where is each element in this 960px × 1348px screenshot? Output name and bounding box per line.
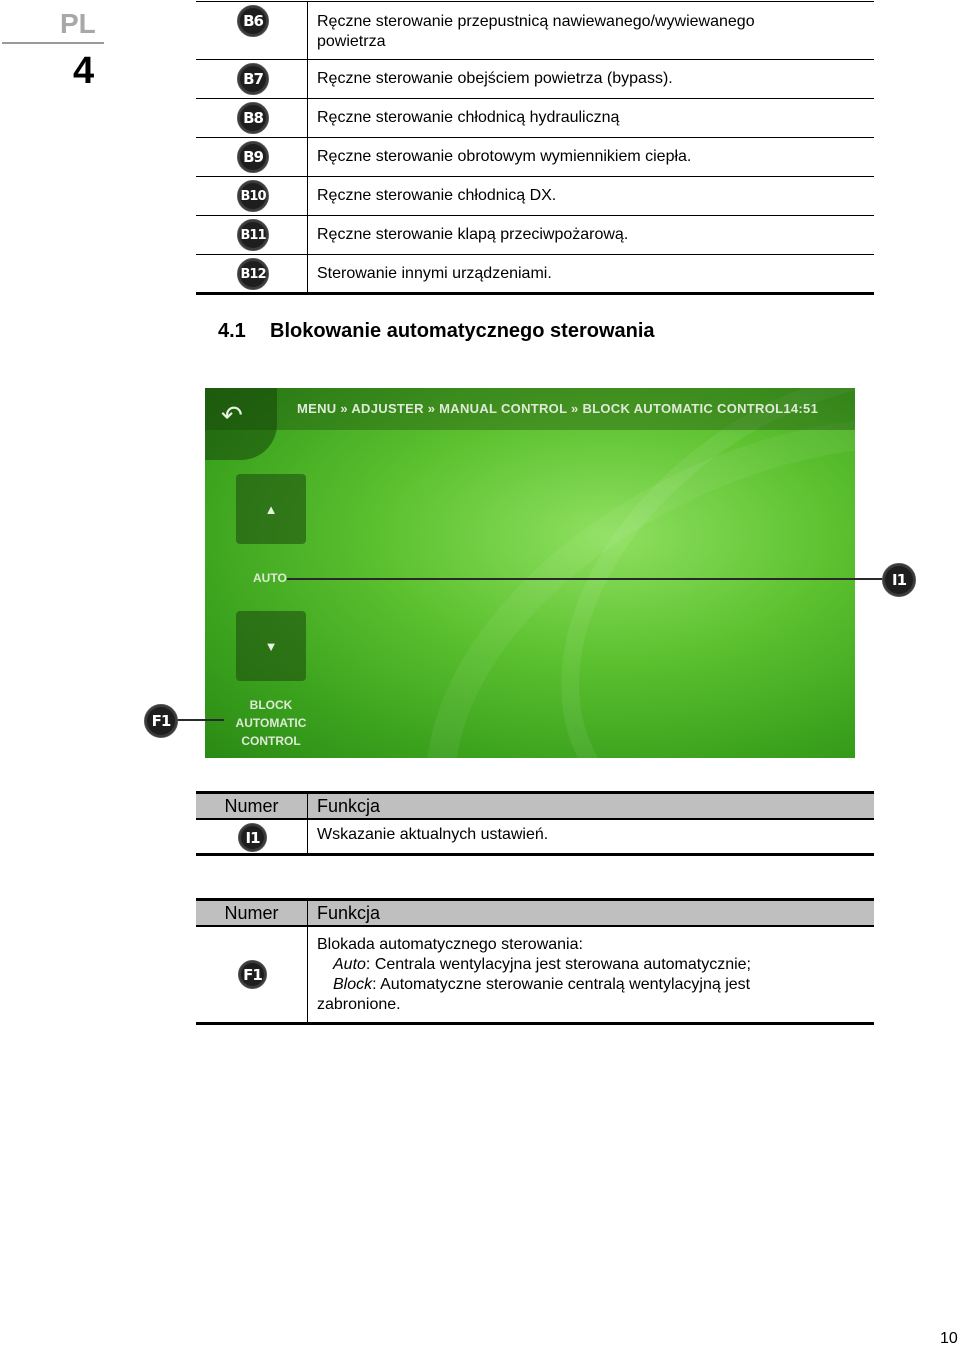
row-text: Blokada automatycznego sterowania: Auto: Centrala wentylacyjna jest sterowana automatycznie; Block: Automatyczne sterowanie centralą wentylacyjną jest zabronione. <box>317 936 751 1013</box>
back-button[interactable] <box>205 388 277 460</box>
header-function: Funkcja <box>317 796 381 816</box>
row-text: Sterowanie innymi urządzeniami. <box>317 265 552 282</box>
row-text: Ręczne sterowanie przepustnicą nawiewanego/wywiewanego powietrza <box>317 13 755 50</box>
table-row <box>196 1 874 59</box>
row-text: Ręczne sterowanie obejściem powietrza (bypass). <box>317 70 673 87</box>
b10-icon: B10 <box>237 180 269 212</box>
i1-callout-line <box>287 578 855 580</box>
table-row <box>196 254 874 293</box>
table-row <box>196 176 874 215</box>
b11-icon: B11 <box>237 219 269 251</box>
f1-callout-icon: F1 <box>144 704 178 738</box>
row-text: Ręczne sterowanie klapą przeciwpożarową. <box>317 226 629 243</box>
row-text: Ręczne sterowanie obrotowym wymiennikiem ciepła. <box>317 148 692 165</box>
table-row <box>196 820 874 856</box>
table-header <box>196 791 874 820</box>
i1-icon: I1 <box>238 823 267 852</box>
table-header <box>196 898 874 927</box>
header-function: Funkcja <box>317 903 381 923</box>
controller-screen <box>205 388 855 758</box>
f1-callout-line <box>174 719 224 721</box>
function-table <box>196 898 874 1025</box>
row-text: Wskazanie aktualnych ustawień. <box>317 826 549 843</box>
table-row <box>196 59 874 98</box>
language-tag: PL <box>60 8 96 39</box>
row-text: Ręczne sterowanie chłodnicą DX. <box>317 187 557 204</box>
up-arrow-icon: ▲ <box>264 501 278 517</box>
header-number: Numer <box>196 901 308 925</box>
header-divider <box>2 42 104 44</box>
table-row <box>196 137 874 176</box>
i1-callout-line <box>855 578 885 580</box>
row-text: Ręczne sterowanie chłodnicą hydrauliczną <box>317 109 620 126</box>
b9-icon: B9 <box>237 141 269 173</box>
f1-icon: F1 <box>238 960 267 989</box>
down-arrow-icon: ▼ <box>264 638 278 654</box>
page-number: 10 <box>940 1330 958 1347</box>
table-row <box>196 215 874 254</box>
section-number: 4.1 <box>218 320 246 342</box>
up-arrow-button[interactable] <box>236 474 306 544</box>
undo-icon: ↶ <box>221 401 243 431</box>
section-title: Blokowanie automatycznego sterowania <box>270 320 655 342</box>
block-term: Block <box>333 976 373 993</box>
table-bottom-rule <box>196 292 874 295</box>
down-arrow-button[interactable] <box>236 611 306 681</box>
current-mode-value: AUTO <box>253 571 287 585</box>
manual-control-table <box>196 1 874 293</box>
indicator-table <box>196 791 874 856</box>
auto-term: Auto <box>333 956 366 973</box>
b12-icon: B12 <box>237 258 269 290</box>
block-automatic-control-label: BLOCK AUTOMATIC CONTROL <box>235 698 307 748</box>
table-row <box>196 98 874 137</box>
b8-icon: B8 <box>237 102 269 134</box>
header-number: Numer <box>196 794 308 818</box>
breadcrumb: MENU » ADJUSTER » MANUAL CONTROL » BLOCK AUTOMATIC CONTROL14:51 <box>297 401 819 416</box>
i1-callout-icon: I1 <box>882 563 916 597</box>
table-row <box>196 927 874 1025</box>
section-heading <box>218 320 655 343</box>
b6-icon: B6 <box>237 5 269 37</box>
chapter-number: 4 <box>73 50 95 92</box>
b7-icon: B7 <box>237 63 269 95</box>
